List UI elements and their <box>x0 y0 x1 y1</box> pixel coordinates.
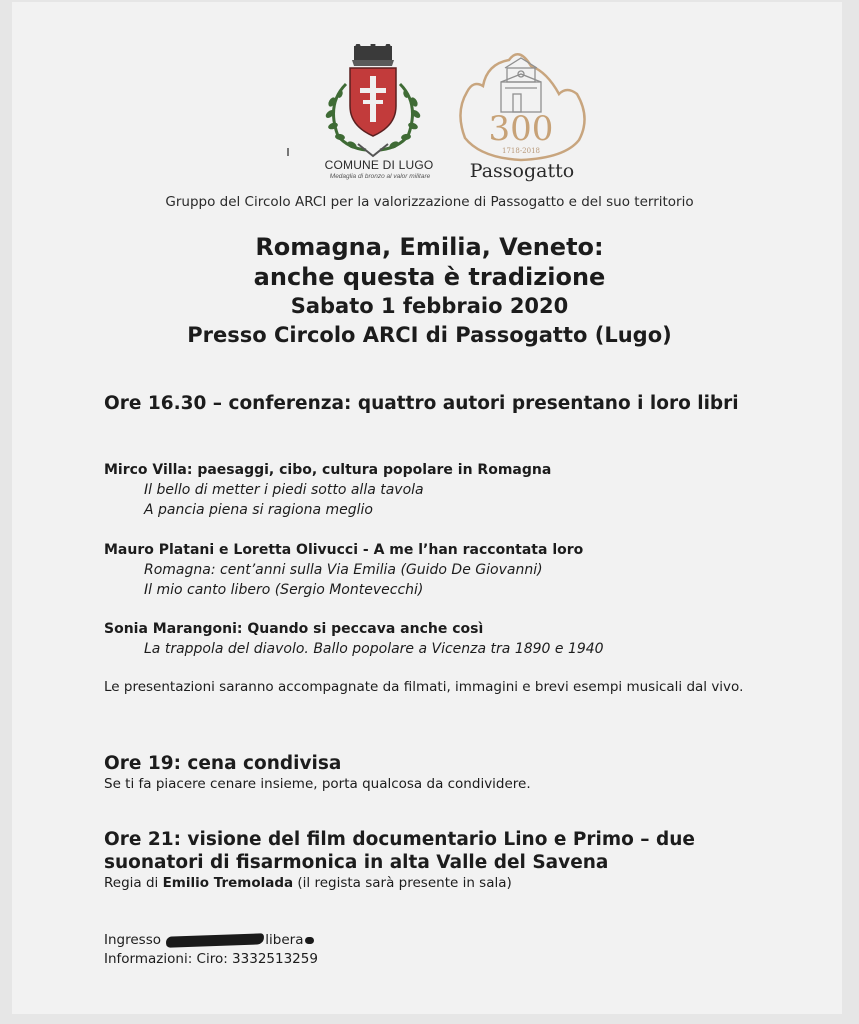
redaction-mark <box>305 937 314 944</box>
author-entry <box>104 540 583 600</box>
event-date: Sabato 1 febbraio 2020 <box>290 294 569 318</box>
author-title: Mirco Villa: paesaggi, cibo, cultura popolare in Romagna <box>104 462 552 478</box>
regia-suffix: (il regista sarà presente in sala) <box>293 875 512 891</box>
film-heading: Ore 21: visione del film documentario Lino e Primo – due suonatori di fisarmonica in alta Valle del Savena <box>104 829 695 873</box>
presentation-note: Le presentazioni saranno accompagnate da filmati, immagini e brevi esempi musicali dal vivo. <box>104 679 744 695</box>
book-title: Il bello di metter i piedi sotto alla tavola <box>144 482 424 498</box>
film-credits <box>104 874 788 893</box>
ingresso-value: libera <box>265 932 304 948</box>
ingresso-label: Ingresso <box>104 932 161 948</box>
conference-heading: Ore 16.30 – conferenza: quattro autori presentano i loro libri <box>104 393 739 414</box>
film-director: Emilio Tremolada <box>162 875 294 891</box>
author-title: Sonia Marangoni: Quando si peccava anche così <box>104 621 484 637</box>
event-venue: Presso Circolo ARCI di Passogatto (Lugo) <box>187 323 672 347</box>
author-entry <box>104 619 604 659</box>
ingresso-line <box>104 931 318 950</box>
regia-prefix: Regia di <box>104 875 163 891</box>
film-section <box>104 828 788 893</box>
passogatto-300-emblem <box>447 42 595 170</box>
anniversary-number: 300 <box>488 109 554 149</box>
author-entry <box>104 460 551 520</box>
anniversary-years: 1718-2018 <box>502 147 540 155</box>
comune-di-lugo-crest <box>318 44 428 159</box>
passogatto-name: Passogatto <box>469 160 575 182</box>
dinner-section <box>104 752 531 794</box>
author-title: Mauro Platani e Loretta Olivucci - A me l’han raccontata loro <box>104 542 584 558</box>
book-title: Romagna: cent’anni sulla Via Emilia (Guido De Giovanni) <box>144 562 543 578</box>
contact-info: Informazioni: Ciro: 3332513259 <box>104 951 318 967</box>
event-title-block <box>0 232 859 350</box>
dinner-text: Se ti fa piacere cenare insieme, porta qualcosa da condividere. <box>104 776 531 792</box>
book-title: Il mio canto libero (Sergio Montevecchi) <box>144 582 424 598</box>
dinner-heading: Ore 19: cena condivisa <box>104 753 342 774</box>
book-title: A pancia piena si ragiona meglio <box>144 502 373 518</box>
comune-motto: Medaglia di bronzo al valor militare <box>329 173 431 180</box>
organizer-line: Gruppo del Circolo ARCI per la valorizzazione di Passogatto e del suo territorio <box>165 194 694 210</box>
comune-name: COMUNE DI LUGO <box>324 158 434 172</box>
logo-header <box>0 0 859 190</box>
scan-mark <box>287 148 289 156</box>
event-title-line1: Romagna, Emilia, Veneto: <box>255 233 604 261</box>
book-title: La trappola del diavolo. Ballo popolare a Vicenza tra 1890 e 1940 <box>144 641 604 657</box>
footer-info <box>104 931 318 969</box>
redaction-mark <box>166 933 264 947</box>
event-title-line2: anche questa è tradizione <box>253 263 606 291</box>
